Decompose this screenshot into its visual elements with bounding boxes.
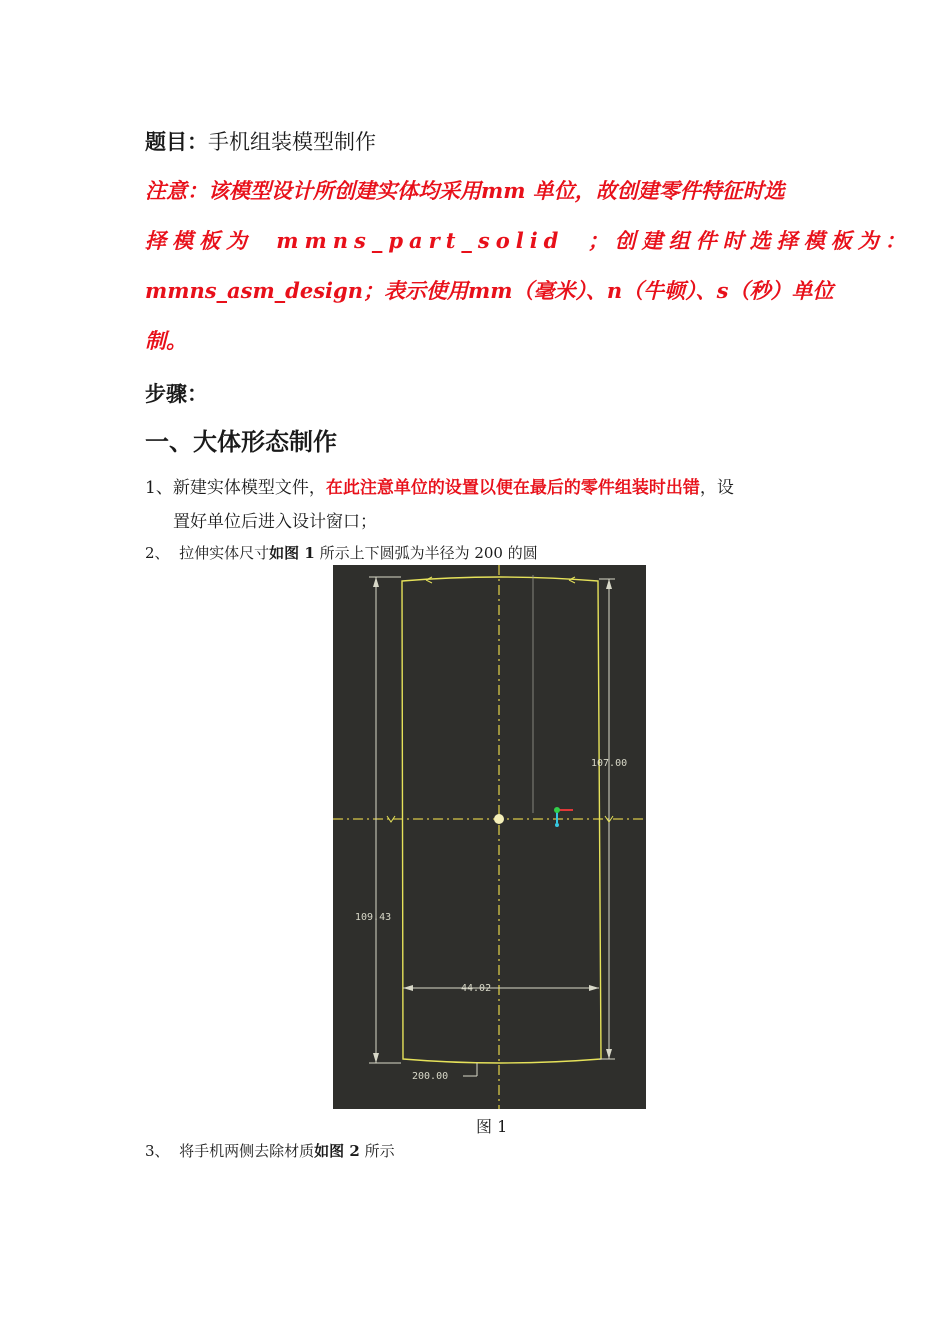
step-number: 3、 bbox=[145, 1142, 170, 1160]
figure-ref: 如图 1 bbox=[269, 544, 315, 562]
step-text: 将手机两侧去除材质 bbox=[179, 1142, 315, 1160]
figure-1-sketch bbox=[333, 565, 646, 1109]
step-item-2 bbox=[145, 542, 538, 563]
step-warning: 在此注意单位的设置以便在最后的零件组装时出错 bbox=[325, 478, 700, 498]
step-number: 2、 bbox=[145, 544, 170, 562]
origin-marker bbox=[494, 814, 504, 824]
note-paragraph bbox=[145, 166, 912, 366]
step-text: 新建实体模型文件， bbox=[172, 478, 326, 498]
note-line-4: 制。 bbox=[145, 328, 187, 353]
step-item-3 bbox=[145, 1140, 395, 1161]
step-text-after: 所示上下圆弧为半径为 200 的圆 bbox=[319, 544, 538, 562]
dim-height-left: 109.43 bbox=[355, 912, 392, 923]
figure-caption: 图 1 bbox=[476, 1117, 508, 1136]
dim-height-right: 107.00 bbox=[591, 758, 628, 769]
note-line-3: mmns_asm_design；表示使用mm（毫米）、n（牛顿）、s（秒）单位 bbox=[145, 278, 834, 303]
step-text: 拉伸实体尺寸 bbox=[179, 544, 270, 562]
steps-label: 步骤： bbox=[145, 381, 208, 406]
section-heading: 一、大体形态制作 bbox=[145, 428, 337, 456]
cad-sketch bbox=[333, 565, 646, 1109]
title-text: 手机组装模型制作 bbox=[208, 130, 376, 154]
step-text-after: 所示 bbox=[364, 1142, 395, 1160]
note-line-2: 择模板为 mmns_part_solid ；创建组件时选择模板为： bbox=[145, 228, 912, 253]
step-text-after: ，设 bbox=[699, 478, 734, 498]
title-label: 题目： bbox=[145, 129, 208, 154]
step-item-1 bbox=[145, 471, 807, 539]
dim-width: 44.02 bbox=[461, 983, 492, 994]
figure-ref: 如图 2 bbox=[314, 1142, 360, 1160]
note-line-1: 注意：该模型设计所创建实体均采用mm 单位，故创建零件特征时选 bbox=[145, 178, 785, 203]
dim-radius: 200.00 bbox=[412, 1071, 449, 1082]
document-title bbox=[145, 126, 376, 156]
step-continuation: 置好单位后进入设计窗口； bbox=[173, 512, 377, 532]
step-number: 1、 bbox=[145, 478, 173, 498]
